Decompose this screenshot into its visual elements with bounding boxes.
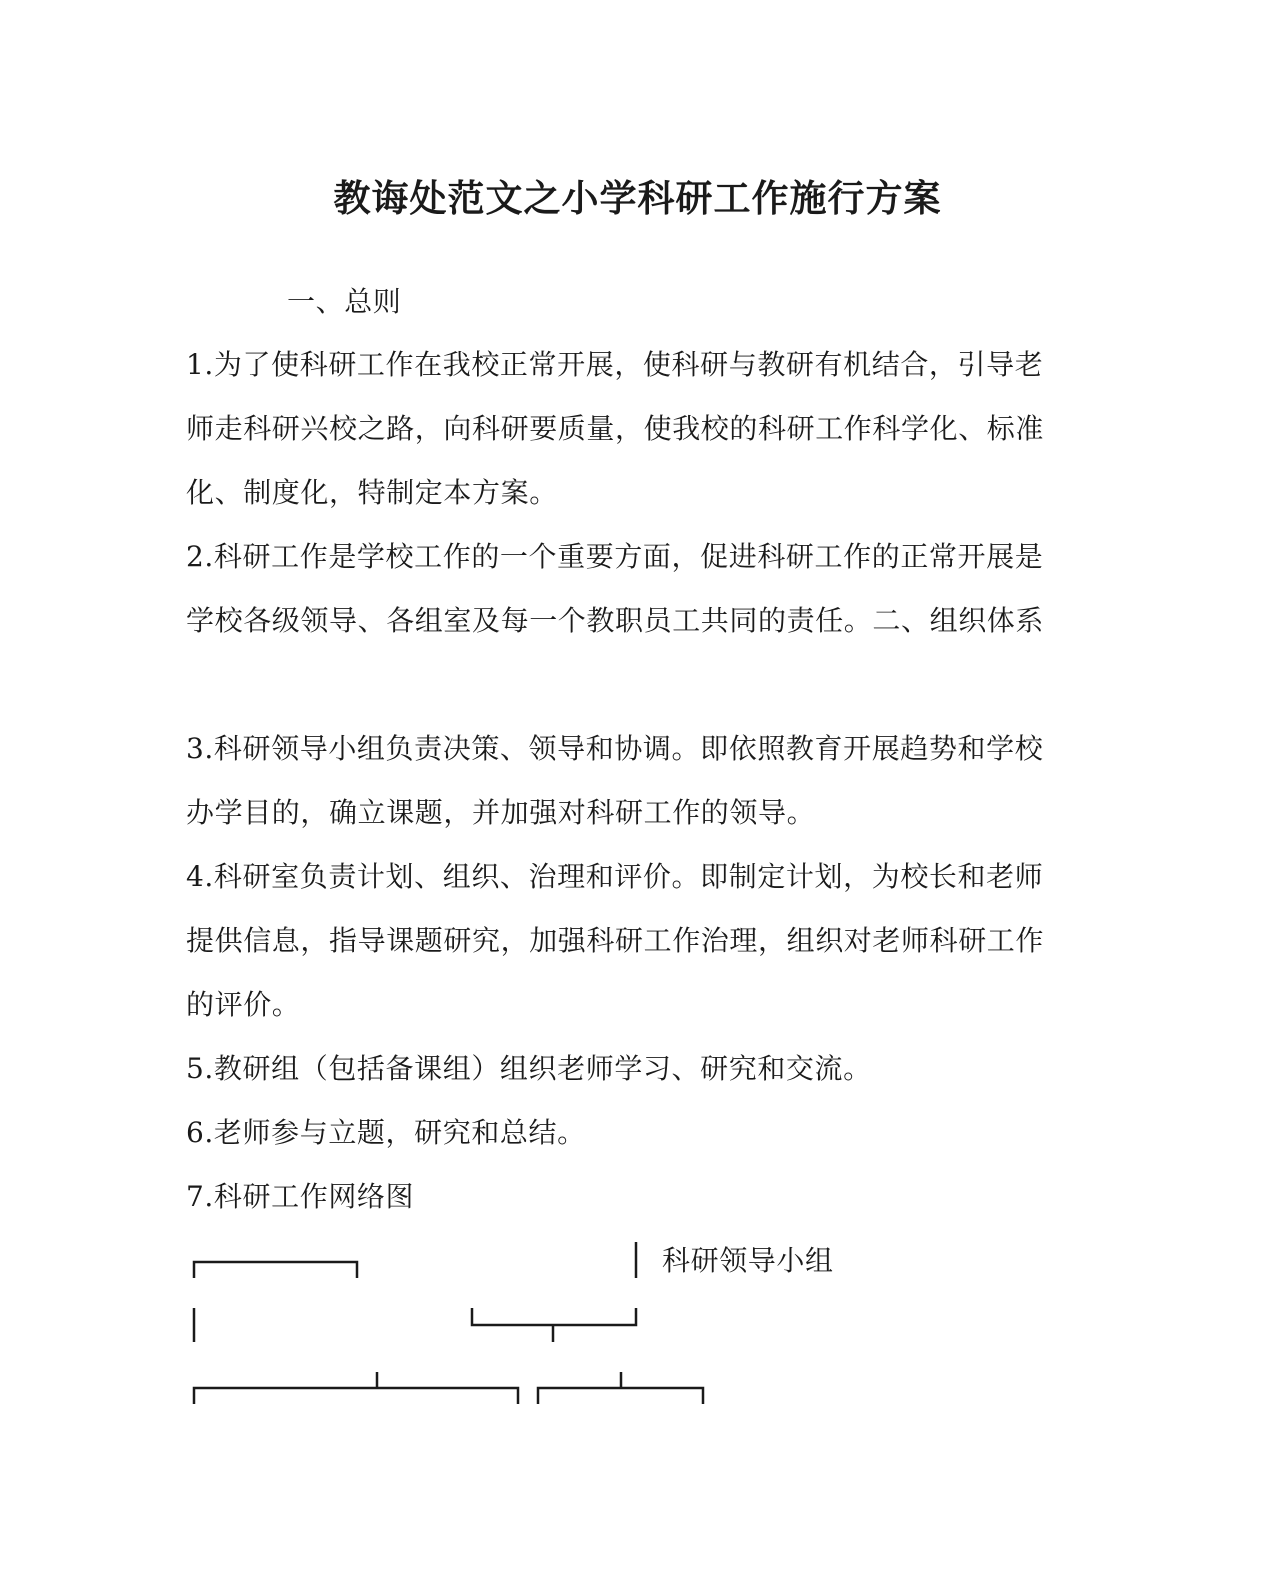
section-heading-general: 一、总则 [287, 285, 402, 318]
paragraph-line: 提供信息，指导课题研究，加强科研工作治理，组织对老师科研工作 [186, 924, 1045, 957]
paragraph-line: 办学目的，确立课题，并加强对科研工作的领导。 [186, 796, 816, 829]
chart-connector [194, 1388, 518, 1404]
paragraph-line: 6.老师参与立题，研究和总结。 [186, 1116, 586, 1149]
chart-connector [472, 1308, 636, 1325]
paragraph-line: 的评价。 [186, 988, 301, 1021]
paragraph-line: 7.科研工作网络图 [186, 1180, 415, 1213]
chart-connector [194, 1262, 357, 1278]
document-title: 教诲处范文之小学科研工作施行方案 [333, 176, 942, 220]
paragraph-line: 3.科研领导小组负责决策、领导和协调。即依照教育开展趋势和学校 [186, 732, 1044, 765]
chart-connector [538, 1388, 703, 1404]
org-chart-top-label: 科研领导小组 [662, 1244, 834, 1277]
paragraph-line: 5.教研组（包括备课组）组织老师学习、研究和交流。 [186, 1052, 872, 1085]
paragraph-line: 化、制度化，特制定本方案。 [186, 476, 558, 509]
paragraph-line: 1.为了使科研工作在我校正常开展，使科研与教研有机结合，引导老 [186, 348, 1044, 381]
paragraph-line: 2.科研工作是学校工作的一个重要方面，促进科研工作的正常开展是 [186, 540, 1044, 573]
paragraph-line: 学校各级领导、各组室及每一个教职员工共同的责任。二、组织体系 [186, 604, 1045, 637]
paragraph-line: 师走科研兴校之路，向科研要质量，使我校的科研工作科学化、标准 [186, 412, 1045, 445]
paragraph-line: 4.科研室负责计划、组织、治理和评价。即制定计划，为校长和老师 [186, 860, 1044, 893]
